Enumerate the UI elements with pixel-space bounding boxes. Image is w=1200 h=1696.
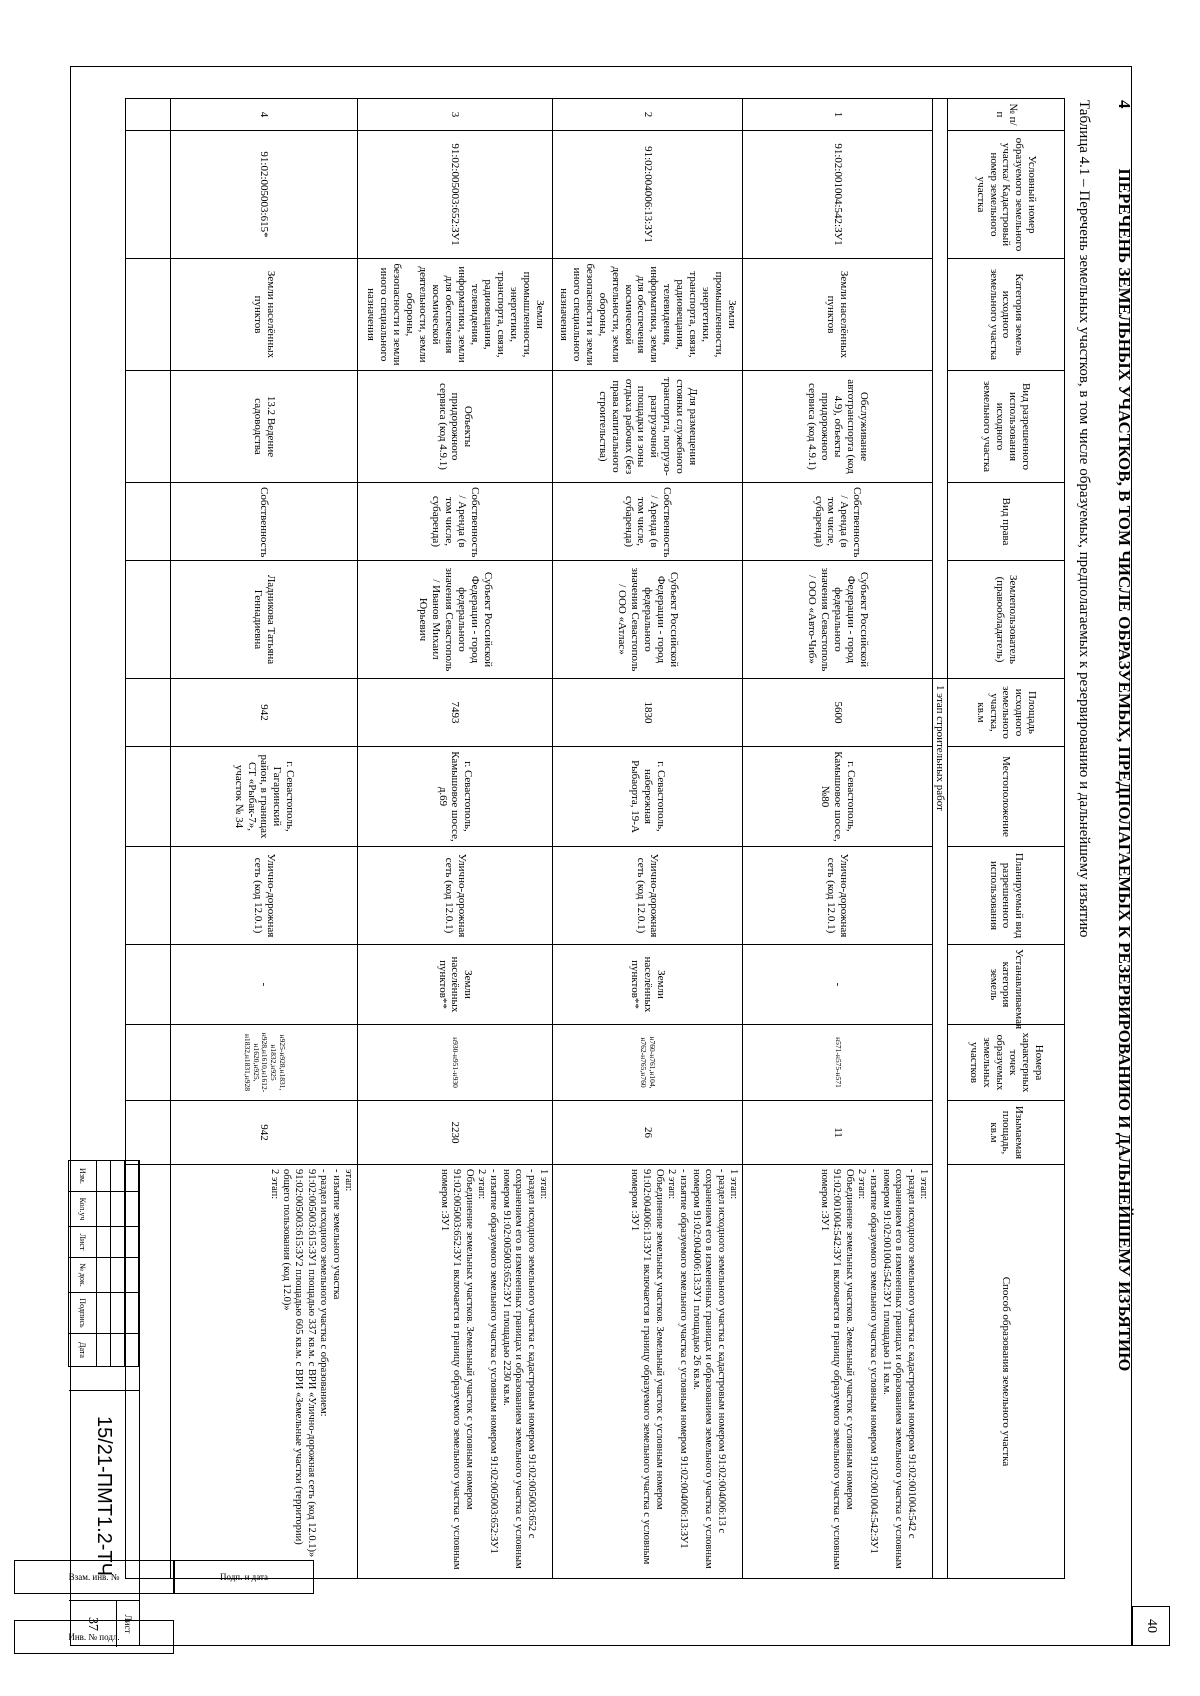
cond-number-cell: 91:02:004006:13:ЗУ1 [553,131,743,259]
header-cell: Категория земель исходного земельного участка [948,259,1065,371]
location-cell: г. Севастополь, набережная Рыбаорта, 19-А [553,747,743,847]
land-plots-table [125,98,1065,1579]
location-cell: г. Севастополь, Гагаринский район, в границах СТ «Рыбак-7», участок № 34 [171,747,358,847]
header-cell: Планируемый вид разрешенного использования [948,847,1065,945]
area-cell: 7493 [358,679,553,747]
stamp-col-label: № док. [69,1258,97,1293]
stamp-col-label: Лист [69,1227,97,1258]
header-cell: № п/п [948,99,1065,131]
row-number: 2 [553,99,743,131]
stamp-col-label: Дата [69,1334,97,1367]
header-cell: Условный номер образуемого земельного участка/ Кадастровый номер земельного участка [948,131,1065,259]
points-cell: н925-н928,н1831, н1832,н925 н928,н1610,н1612-н1620,н925, н1832,н1831,н928 [171,1025,358,1101]
row-number: 4 [171,99,358,131]
owner-cell: Ладникова Татьяна Геннадиевна [171,561,358,679]
area-cell: 5600 [743,679,933,747]
seized-area-cell: 942 [171,1101,358,1165]
side-label-cell [174,1560,314,1594]
stage-label: 1 этап строительных работ [933,679,948,1579]
points-cell: н571-н575-н571 [743,1025,933,1101]
header-cell: Землепользователь (правообладатель) [948,561,1065,679]
vri-cell: 13.2 Ведение садоводства [171,371,358,483]
right-cell: Собственность / Аренда (в том числе, субаренда) [358,483,553,561]
right-cell: Собственность / Аренда (в том числе, субаренда) [553,483,743,561]
new-category-cell: - [171,945,358,1025]
category-cell: Земли промышленности, энергетики, транспорта, связи, радиовещания, телевидения, информатики, земли для обеспечения космической деятельности, земли обороны, безопасности и земли иного специального назначения [358,259,553,371]
sheet-label: Лист [116,1601,139,1647]
points-cell: н760-н761,н104, н762-н765,н760 [553,1025,743,1101]
stamp-grid [68,1160,139,1367]
seized-area-cell: 2230 [358,1101,553,1165]
stamp-col-label: Подпись [69,1293,97,1334]
location-cell: г. Севастополь, Камышовое шоссе, д.69 [358,747,553,847]
area-cell: 1830 [553,679,743,747]
owner-cell: Субъект Российской Федерации - город федерального значения Севастополь / Иванов Михаил Юрьевич [358,561,553,679]
cond-number-cell: 91:02:001004:542:ЗУ1 [743,131,933,259]
right-cell: Собственность [171,483,358,561]
planned-vri-cell: Улично-дорожная сеть (код 12.0.1) [743,847,933,945]
section-number: 4 [1115,100,1134,109]
table-header-row [948,99,1065,1579]
vri-cell: Для размещения стоянки служебного транспорта, погрузо-разгрузочной площадки и зоны отдыха рабочих (без права капитального строительства) [553,371,743,483]
row-number: 1 [743,99,933,131]
table-row [553,99,743,1579]
section-heading [1114,100,1134,1620]
header-cell: Способ образования земельного участка [948,1165,1065,1579]
method-cell: этап: - изъятие земельного участка - раздел исходного земельного участка с образованием: 91:02:005003:615:ЗУ1 площадью 337 кв.м. с ВРИ «Улично-дорожная сеть (код 12.0.1)» 91:02:005003:615:ЗУ2 площадью 605 кв.м. с ВРИ «Земельные участки (территории) общего пользования (код 12.0)» 2 этап: [171,1165,358,1579]
method-cell: 1 этап: - раздел исходного земельного участка с кадастровым номером 91:02:001004:542 с сохранением его в измененных границах и образованием земельного участка с условным номером 91:02:001004:542:ЗУ1 площадью 11 кв.м. - изъятие образуемого земельного участка с условным номером 91:02:001004:542:ЗУ1 2 этап: Объединение земельных участков. Земельный участок с условным номером 91:02:001004:542:ЗУ1 включается в границу образуемого земельного участка с условным номером :ЗУ1 [743,1165,933,1579]
method-cell: 1 этап: - раздел исходного земельного участка с кадастровым номером 91:02:005003:652 с сохранением его в измененных границах и образованием земельного участка с условным номером 91:02:005003:652:ЗУ1 площадью 2230 кв.м. - изъятие образуемого земельного участка с условным номером 91:02:005003:652:ЗУ1 2 этап: Объединение земельных участков. Земельный участок с условным номером 91:02:005003:652:ЗУ1 включается в границу образуемого земельного участка с условным номером :ЗУ1 [358,1165,553,1579]
category-cell: Земли населённых пунктов [743,259,933,371]
area-cell: 942 [171,679,358,747]
header-cell: Номера характерных точек образуемых земельных участков [948,1025,1065,1101]
right-cell: Собственность / Аренда (в том числе, субаренда) [743,483,933,561]
new-category-cell: Земли населённых пунктов** [358,945,553,1025]
stage-row [933,99,948,1579]
vri-cell: Объекты придорожного сервиса (код 4.9.1) [358,371,553,483]
new-category-cell: - [743,945,933,1025]
side-label: Инв. № подл. [68,1632,120,1642]
cond-number-cell: 91:02:005003:615* [171,131,358,259]
stamp-col-label: Кол.уч [69,1192,97,1227]
category-cell: Земли промышленности, энергетики, транспорта, связи, радиовещания, телевидения, информатики, земли для обеспечения космической деятельности, земли обороны, безопасности и земли иного специального назначения [553,259,743,371]
document-code: 15/21-ПМТ1.2-ТЧ [69,1390,139,1601]
side-label-cell [14,1620,174,1654]
header-cell: Вид права [948,483,1065,561]
side-label: Подп. и дата [219,1572,269,1582]
page-number: 40 [1132,1606,1170,1646]
stamp-col-label: Изм. [69,1161,97,1192]
table-row [171,99,358,1579]
table-row [743,99,933,1579]
header-cell: Местоположение [948,747,1065,847]
location-cell: г. Севастополь, Камышовое шоссе, №80 [743,747,933,847]
category-cell: Земли населённых пунктов [171,259,358,371]
owner-cell: Субъект Российской Федерации - город федерального значения Севастополь / ООО «Атлас» [553,561,743,679]
header-cell: Устанавливаемая категория земель [948,945,1065,1025]
table-row [358,99,553,1579]
seized-area-cell: 26 [553,1101,743,1165]
sheet-number: 37 [85,1617,100,1631]
vri-cell: Обслуживание автотранспорта (код 4.9), объекты придорожного сервиса (код 4.9.1) [743,371,933,483]
cond-number-cell: 91:02:005003:652:ЗУ1 [358,131,553,259]
side-label: Взам. инв. № [68,1572,120,1582]
header-cell: Изымаемая площадь, кв.м [948,1101,1065,1165]
section-title: ПЕРЕЧЕНЬ ЗЕМЕЛЬНЫХ УЧАСТКОВ, В ТОМ ЧИСЛЕ ОБРАЗУЕМЫХ, ПРЕДПОЛАГАЕМЫХ К РЕЗЕРВИРОВАНИЮ И ДАЛЬНЕЙШЕМУ ИЗЪЯТИЮ [1115,168,1134,1372]
row-number: 3 [358,99,553,131]
method-cell: 1 этап: - раздел исходного земельного участка с кадастровым номером 91:02:004006:13 с сохранением его в измененных границах и образованием земельного участка с условным номером 91:02:004006:13:ЗУ1 площадью 26 кв.м. - изъятие образуемого земельного участка с условным номером 91:02:004006:13:ЗУ1 2 этап: Объединение земельных участков. Земельный участок с условным номером 91:02:004006:13:ЗУ1 включается в границу образуемого земельного участка с условным номером :ЗУ1 [553,1165,743,1579]
planned-vri-cell: Улично-дорожная сеть (код 12.0.1) [358,847,553,945]
header-cell: Вид разрешенного использования исходного земельного участка [948,371,1065,483]
new-category-cell: Земли населённых пунктов** [553,945,743,1025]
planned-vri-cell: Улично-дорожная сеть (код 12.0.1) [171,847,358,945]
table-caption: Таблица 4.1 – Перечень земельных участков, в том числе образуемых, предполагаемых к резервированию и дальнейшему изъятию [1076,100,1092,938]
planned-vri-cell: Улично-дорожная сеть (код 12.0.1) [553,847,743,945]
side-label-cell [14,1560,174,1594]
seized-area-cell: 11 [743,1101,933,1165]
owner-cell: Субъект Российской Федерации - город федерального значения Севастополь / ООО «Авто-Чиб» [743,561,933,679]
header-cell: Площадь исходного земельного участка, кв.м [948,679,1065,747]
points-cell: н930-н951-н930 [358,1025,553,1101]
